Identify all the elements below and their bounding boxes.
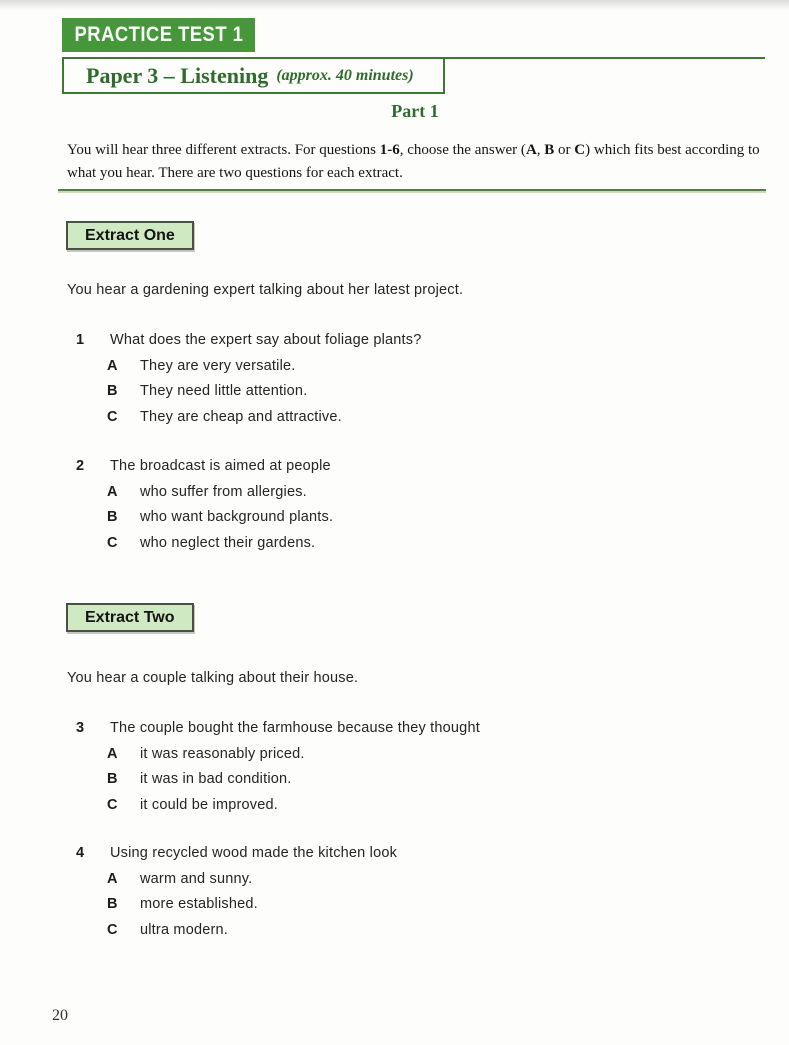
option-text: They are cheap and attractive.	[140, 408, 342, 425]
option-text: who neglect their gardens.	[140, 534, 316, 551]
option-text: it could be improved.	[140, 796, 278, 813]
question-1-stem	[76, 331, 716, 349]
question-3-option-a	[76, 745, 716, 763]
rubric-segment: C	[574, 142, 586, 158]
practice-test-badge	[62, 18, 255, 52]
question-4-option-b	[76, 895, 716, 913]
option-text: it was in bad condition.	[140, 771, 292, 787]
option-text: more established.	[140, 896, 258, 912]
option-letter: C	[107, 796, 118, 813]
option-letter: C	[107, 408, 118, 425]
header-rule	[443, 57, 765, 59]
option-text: They are very versatile.	[140, 357, 296, 374]
rubric-segment: A	[525, 142, 537, 158]
option-letter: B	[107, 896, 118, 912]
question-1	[76, 331, 716, 433]
rubric-segment: B	[544, 142, 555, 158]
question-1-option-b	[76, 382, 716, 400]
rubric-segment: ) which fits best according to what you hear. There are two questions for each extract.	[67, 142, 760, 181]
rubric-text	[67, 139, 773, 185]
question-4-option-c	[76, 921, 716, 939]
option-text: it was reasonably priced.	[140, 745, 305, 762]
option-letter: A	[107, 357, 118, 374]
question-1-number: 1	[76, 332, 85, 348]
option-letter: B	[107, 383, 118, 399]
extract-one-label: Extract One	[85, 226, 175, 244]
option-text: They need little attention.	[140, 383, 308, 399]
rubric-segment: ,	[536, 142, 545, 158]
question-4-option-a	[76, 870, 716, 888]
option-text: who suffer from allergies.	[140, 483, 307, 500]
question-4-number: 4	[76, 845, 85, 861]
question-3-number: 3	[76, 720, 85, 736]
question-2-option-b	[76, 508, 716, 526]
question-1-option-c	[76, 408, 716, 426]
part-title: Part 1	[391, 101, 439, 121]
practice-test-badge-label: PRACTICE TEST 1	[74, 23, 243, 46]
page-number: 20	[52, 1007, 68, 1024]
question-3-option-b	[76, 770, 716, 788]
option-text: who want background plants.	[140, 509, 334, 525]
option-letter: A	[107, 745, 118, 762]
extract-one-description: You hear a gardening expert talking about her latest project.	[67, 282, 464, 298]
question-4-text: Using recycled wood made the kitchen look	[110, 845, 398, 861]
question-2-option-c	[76, 534, 716, 552]
question-2-stem	[76, 457, 716, 475]
question-4	[76, 844, 716, 946]
rubric-segment: or	[554, 142, 575, 158]
option-letter: C	[107, 921, 118, 938]
question-2	[76, 457, 716, 559]
question-3-option-c	[76, 796, 716, 814]
extract-two-label: Extract Two	[85, 608, 175, 626]
question-1-option-a	[76, 357, 716, 375]
option-letter: B	[107, 771, 118, 787]
question-4-stem	[76, 844, 716, 862]
extract-two-description: You hear a couple talking about their house.	[67, 670, 359, 686]
question-1-text: What does the expert say about foliage plants?	[110, 332, 422, 348]
question-3-stem	[76, 719, 716, 737]
rubric-segment: You will hear three different extracts. For questions	[67, 142, 380, 158]
rubric-segment: 1-6	[379, 142, 400, 158]
paper-title-box	[62, 57, 445, 94]
paper-duration: (approx. 40 minutes)	[276, 66, 414, 84]
extract-two-box	[66, 603, 194, 632]
scan-edge-shading	[0, 0, 789, 10]
section-divider-rule	[58, 189, 766, 193]
option-letter: A	[107, 483, 118, 500]
question-2-option-a	[76, 483, 716, 501]
option-letter: A	[107, 870, 118, 887]
paper-title: Paper 3 – Listening	[86, 62, 269, 88]
question-2-number: 2	[76, 458, 85, 474]
rubric-segment: , choose the answer (	[399, 142, 526, 158]
question-3	[76, 719, 716, 821]
option-text: warm and sunny.	[140, 870, 253, 887]
option-letter: C	[107, 534, 118, 551]
extract-one-box	[66, 221, 194, 250]
question-2-text: The broadcast is aimed at people	[110, 458, 331, 474]
question-3-text: The couple bought the farmhouse because they thought	[110, 720, 480, 736]
option-text: ultra modern.	[140, 921, 229, 938]
option-letter: B	[107, 509, 118, 525]
